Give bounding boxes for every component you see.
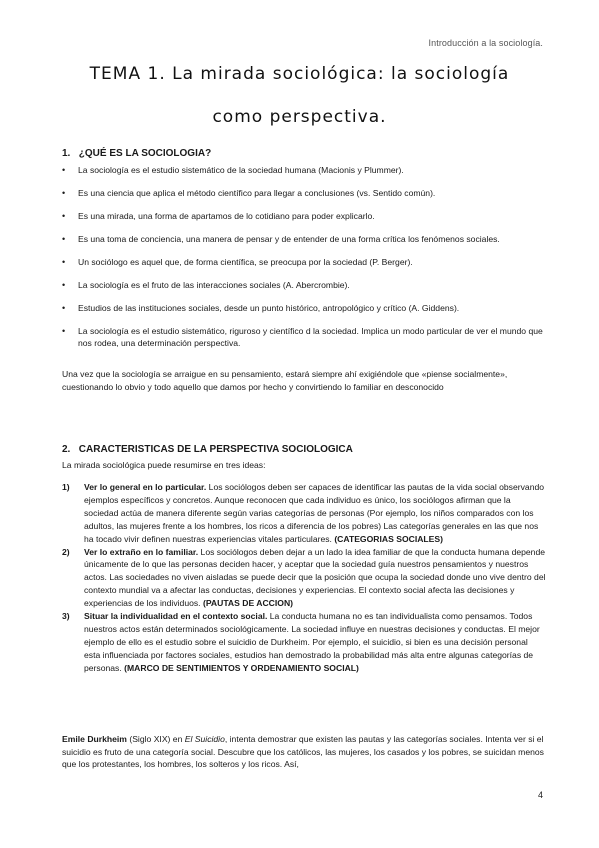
page-title-line-2: como perspectiva. xyxy=(212,107,387,127)
item-lead: Situar la individualidad en el contexto social. xyxy=(84,611,268,622)
bullet-item: • La sociología es el estudio sistemático, riguroso y científico d la sociedad. Implica un modo particular de ver el mundo que nos rodea, una determinación perspectiva. xyxy=(62,325,548,349)
durkheim-paragraph xyxy=(62,733,544,771)
durkheim-pre: (Siglo XIX) en xyxy=(126,734,185,744)
section-1-bullet-list xyxy=(62,164,548,360)
section-1-closing-paragraph: Una vez que la sociología se arraigue en su pensamiento, estará siempre ahí exigiéndole que «piense socialmente», cuestionando lo obvio y todo aquello que damos por hecho y convirtiendo lo familiar en desconocido xyxy=(62,369,508,392)
item-body: Los sociólogos deben dejar a un lado la idea familiar de que la conducta humana depende únicamente de lo que las personas deciden hacer, y aceptar que la sociedad guía nuestros pensamientos y nuestros actos. Las sociedades no viven aisladas se puede decir que la posición que ocupa la sociedad donde uno vive dentro del contexto mundial va a afectar las conductas, decisiones y experiencias. El contexto social afecta las decisiones y experiencias de los individuos. xyxy=(84,546,546,609)
bullet-item: • La sociología es el fruto de las interacciones sociales (A. Abercrombie). xyxy=(62,279,548,291)
durkheim-name: Emile Durkheim xyxy=(62,734,127,744)
page-title-line-1: TEMA 1. La mirada sociológica: la sociología xyxy=(89,64,510,84)
section-2-heading xyxy=(62,444,353,455)
bullet-item: • Es una ciencia que aplica el método científico para llegar a conclusiones (vs. Sentido común). xyxy=(62,187,548,199)
item-number: 1) xyxy=(62,482,70,492)
section-2-number: 2. xyxy=(62,444,71,455)
durkheim-work: El Suicidio xyxy=(184,734,225,744)
running-header: Introducción a la sociología. xyxy=(428,38,543,48)
page-number: 4 xyxy=(537,790,543,800)
bullet-item: • Estudios de las instituciones sociales, desde un punto histórico, antropológico y crítico (A. Giddens). xyxy=(62,302,548,314)
section-1-heading xyxy=(62,148,211,159)
item-number: 3) xyxy=(62,611,70,622)
numbered-item xyxy=(62,481,546,546)
item-tag: (CATEGORIAS SOCIALES) xyxy=(334,533,444,544)
bullet-item: • Es una toma de conciencia, una manera de pensar y de entender de una forma crítica los fenómenos sociales. xyxy=(62,233,548,245)
item-tag: (MARCO DE SENTIMIENTOS Y ORDENAMIENTO SOCIAL) xyxy=(124,662,359,673)
bullet-item: • Es una mirada, una forma de apartamos de lo cotidiano para poder explicarlo. xyxy=(62,210,548,222)
item-lead: Ver lo extraño en lo familiar. xyxy=(84,546,199,557)
item-lead: Ver lo general en lo particular. xyxy=(84,482,207,492)
section-2-title: CARACTERISTICAS DE LA PERSPECTIVA SOCIOLOGICA xyxy=(78,444,353,455)
numbered-item xyxy=(62,610,546,675)
bullet-item: • Un sociólogo es aquel que, de forma científica, se preocupa por la sociedad (P. Berger). xyxy=(62,256,548,268)
section-1-number: 1. xyxy=(62,148,71,159)
section-1-title: ¿QUÉ ES LA SOCIOLOGIA? xyxy=(78,148,212,159)
section-2-numbered-list xyxy=(62,481,546,675)
item-number: 2) xyxy=(62,546,70,557)
section-2-intro: La mirada sociológica puede resumirse en tres ideas: xyxy=(62,460,266,470)
numbered-item xyxy=(62,546,546,611)
bullet-item: • La sociología es el estudio sistemático de la sociedad humana (Macionis y Plummer). xyxy=(62,164,548,176)
item-body: Los sociólogos deben ser capaces de identificar las pautas de la vida social observando ejemplos específicos y concretos. Aunque reconocen que cada individuo es único, los sociólogos afirman que la sociedad actúa de manera diferente según varias categorías de personas (Por ejemplo, los niños comparados con los adultos, las mujeres frente a los hombres, los ricos a diferencia de los pobres) Las categorías generales en las que nos ha tocado vivir definen nuestras experiencias vitales particulares. xyxy=(84,482,545,544)
item-body: La conducta humana no es tan individualista como pensamos. Todos nuestros actos están determinados sociológicamente. La sociedad influye en nuestras decisiones y conductas. El mejor ejemplo de ello es el estudio sobre el suicidio de Durkheim. Por ejemplo, el suicidio, si bien es una decisión personal esta influenciada por factores sociales, estudios han demostrado la probabilidad más alta entre algunas categorías de personas. xyxy=(84,611,540,673)
durkheim-rest: , intenta demostrar que existen las pautas y las categorías sociales. Intenta ver si el suicidio es fruto de una categoría social. Descubre que los católicos, las mujeres, los casados y los pobres, se suicidan menos que los protestantes, los hombres, los solteros y los ricos. Así, xyxy=(62,734,544,770)
item-tag: (PAUTAS DE ACCION) xyxy=(202,598,294,609)
